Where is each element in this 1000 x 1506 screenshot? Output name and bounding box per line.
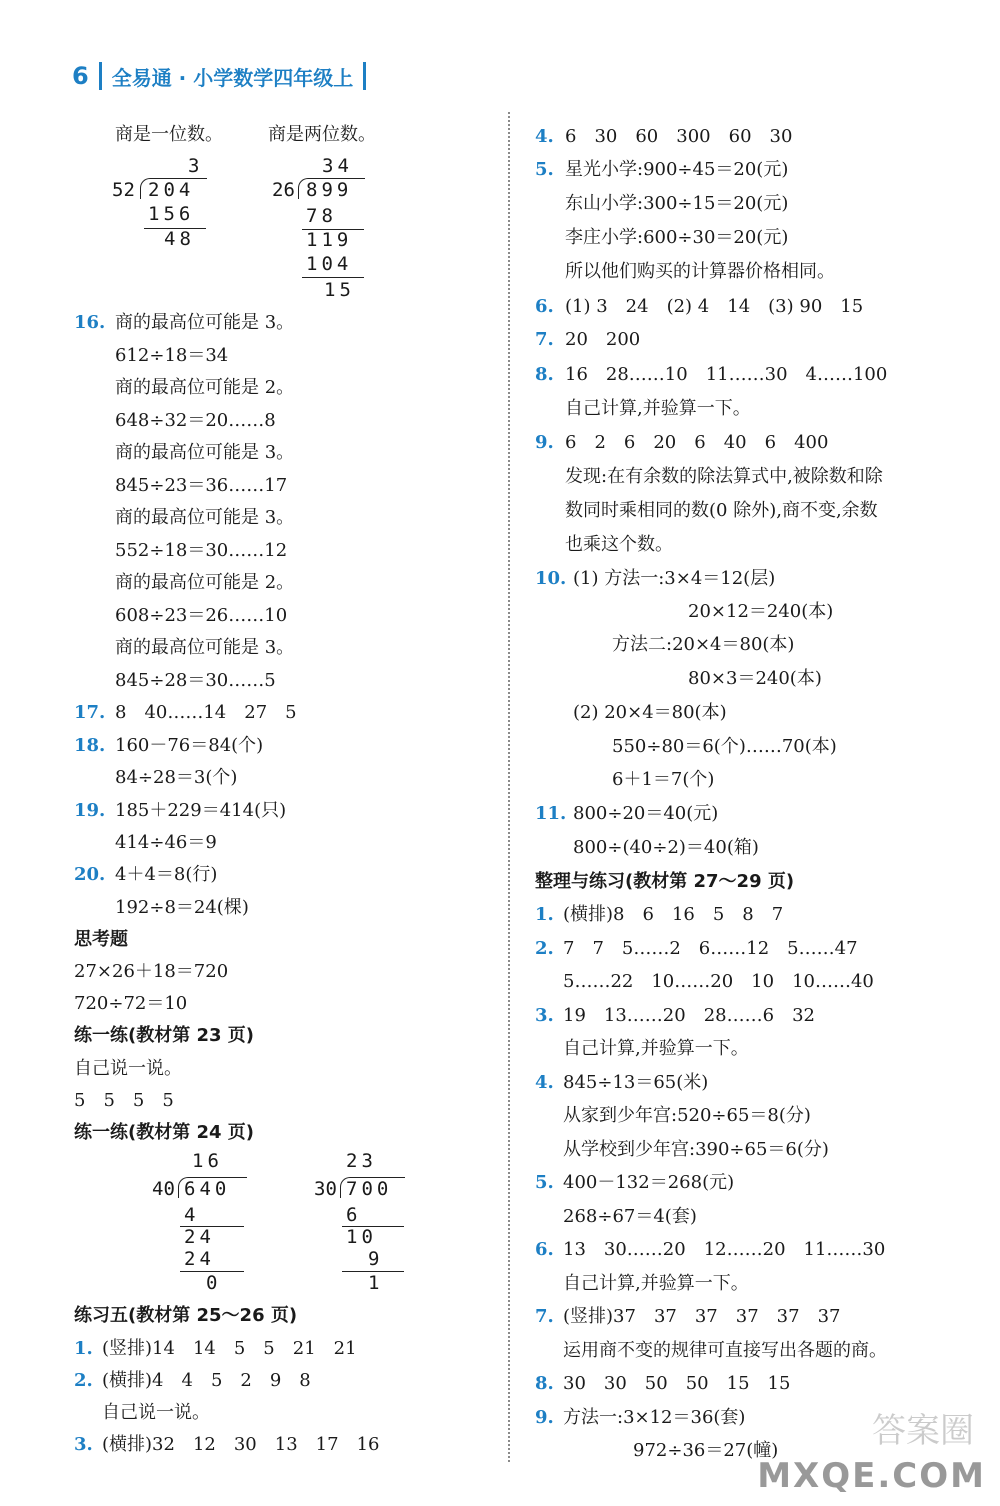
q5-line-2: 东山小学:300÷15＝20(元) <box>565 193 789 214</box>
div4-divisor: 30 <box>314 1178 337 1200</box>
q10-line-7: 6＋1＝7(个) <box>612 769 715 790</box>
review-r6-answer: 13 30……20 12……20 11……30 <box>563 1239 886 1260</box>
header-divider-end <box>363 62 366 90</box>
div4-middle: 10 <box>346 1226 377 1248</box>
q5-number: 5. <box>535 159 554 180</box>
q20-line-2: 192÷8＝24(棵) <box>115 897 249 918</box>
q18-line-2: 84÷28＝3(个) <box>115 767 238 788</box>
ex5-q3-number: 3. <box>74 1434 93 1455</box>
review-r4-answer: 845÷13＝65(米) <box>563 1071 709 1093</box>
q16-line: 商的最高位可能是 3。 <box>115 442 295 463</box>
div3-divisor: 40 <box>152 1178 175 1200</box>
div4-subtract-1: 6 <box>346 1204 362 1226</box>
ex5-q2-number: 2. <box>74 1370 93 1391</box>
column-divider <box>508 112 510 1462</box>
review-title: 整理与练习(教材第 27～29 页) <box>535 871 795 892</box>
q16-line: 608÷23＝26……10 <box>115 604 288 626</box>
review-r4-l3: 从学校到少年宫:390÷65＝6(分) <box>563 1138 829 1160</box>
intro-one-digit: 商是一位数。 <box>115 124 223 145</box>
review-r4-number: 4. <box>535 1071 554 1093</box>
q17-answer: 8 40……14 27 5 <box>115 702 297 723</box>
q19-line-1: 185＋229＝414(只) <box>115 800 287 821</box>
ex5-q1-number: 1. <box>74 1338 93 1359</box>
q16-line: 商的最高位可能是 3。 <box>115 312 295 333</box>
q8-number: 8. <box>535 364 554 385</box>
div2-quotient: 34 <box>322 155 353 177</box>
q6-answer: (1) 3 24 (2) 4 14 (3) 90 15 <box>565 296 864 317</box>
review-r3-answer: 19 13……20 28……6 32 <box>563 1004 815 1026</box>
div2-subtract-1: 78 <box>306 205 337 227</box>
p23-line-2: 5 5 5 5 <box>74 1090 174 1111</box>
review-r9-number: 9. <box>535 1406 554 1428</box>
q10-number: 10. <box>535 568 567 589</box>
q6-number: 6. <box>535 296 554 317</box>
long-division-3 <box>150 1150 260 1300</box>
q11-line-1: 800÷20＝40(元) <box>573 803 719 824</box>
q17-number: 17. <box>74 702 106 723</box>
q8-line-2: 自己计算,并验算一下。 <box>565 398 751 419</box>
q16-line: 商的最高位可能是 3。 <box>115 637 295 658</box>
q19-number: 19. <box>74 800 106 821</box>
q9-answer: 6 2 6 20 6 40 6 400 <box>565 432 829 453</box>
think-line-2: 720÷72＝10 <box>74 993 188 1014</box>
review-r1-number: 1. <box>535 904 554 925</box>
div3-dividend: 640 <box>184 1178 231 1200</box>
div1-dividend: 204 <box>148 179 195 201</box>
q16-line: 商的最高位可能是 2。 <box>115 572 295 593</box>
book-title: 全易通 · 小学数学四年级上 <box>111 65 354 90</box>
div1-remainder: 48 <box>164 228 195 250</box>
q16-line: 845÷28＝30……5 <box>115 669 276 691</box>
q16-line: 552÷18＝30……12 <box>115 539 288 561</box>
div3-subtract-2: 24 <box>184 1248 215 1270</box>
q19-line-2: 414÷46＝9 <box>115 832 217 853</box>
watermark-logo: 答案圈 <box>872 1411 974 1451</box>
div2-middle: 119 <box>306 229 353 251</box>
review-r2-number: 2. <box>535 937 554 959</box>
q10-line-1: (1) 方法一:3×4＝12(层) <box>573 568 776 589</box>
review-r7-answer: (竖排)37 37 37 37 37 37 <box>563 1306 841 1327</box>
q16-line: 612÷18＝34 <box>115 344 229 366</box>
header-divider <box>99 62 102 90</box>
div3-remainder: 0 <box>206 1272 222 1294</box>
q16-line: 845÷23＝36……17 <box>115 474 288 496</box>
q5-line-4: 所以他们购买的计算器价格相同。 <box>565 261 835 282</box>
q7-number: 7. <box>535 329 554 350</box>
div4-subtract-2: 9 <box>368 1248 384 1270</box>
q5-line-3: 李庄小学:600÷30＝20(元) <box>565 227 789 248</box>
q10-line-4: 80×3＝240(本) <box>688 668 822 689</box>
review-r2-answer: 7 7 5……2 6……12 5……47 <box>563 937 858 959</box>
q10-line-2: 20×12＝240(本) <box>688 601 834 622</box>
q9-number: 9. <box>535 432 554 453</box>
q9-line-3: 数同时乘相同的数(0 除外),商不变,余数 <box>565 500 878 521</box>
div4-remainder: 1 <box>368 1272 384 1294</box>
think-title: 思考题 <box>74 929 128 950</box>
q4-answer: 6 30 60 300 60 30 <box>565 126 793 147</box>
div4-quotient: 23 <box>346 1150 377 1172</box>
div2-divisor: 26 <box>272 179 295 201</box>
q5-line-1: 星光小学:900÷45＝20(元) <box>565 159 789 180</box>
div1-quotient: 3 <box>188 155 204 177</box>
intro-two-digit: 商是两位数。 <box>268 124 376 145</box>
ex5-q2-line-2: 自己说一说。 <box>102 1402 210 1423</box>
q10-line-5: (2) 20×4＝80(本) <box>573 702 727 723</box>
long-division-1 <box>110 155 220 255</box>
review-r3-l2: 自己计算,并验算一下。 <box>563 1038 749 1059</box>
q18-number: 18. <box>74 735 106 756</box>
div2-rule-2 <box>302 277 364 278</box>
div2-remainder: 15 <box>324 279 355 301</box>
q10-line-6: 550÷80＝6(个)……70(本) <box>612 736 837 757</box>
review-r4-l2: 从家到少年宫:520÷65＝8(分) <box>563 1105 811 1126</box>
ex5-q2-answer: (横排)4 4 5 2 9 8 <box>102 1370 311 1391</box>
long-division-2 <box>268 155 378 305</box>
review-r7-l2: 运用商不变的规律可直接写出各题的商。 <box>563 1339 887 1361</box>
q11-number: 11. <box>535 803 567 824</box>
review-r8-number: 8. <box>535 1373 554 1394</box>
q7-answer: 20 200 <box>565 329 641 350</box>
q9-line-2: 发现:在有余数的除法算式中,被除数和除 <box>565 466 883 487</box>
q18-line-1: 160－76＝84(个) <box>115 735 264 756</box>
page-header <box>72 58 366 94</box>
p24-title: 练一练(教材第 24 页) <box>74 1122 255 1143</box>
q8-answer: 16 28……10 11……30 4……100 <box>565 364 888 385</box>
p23-line-1: 自己说一说。 <box>74 1058 182 1079</box>
review-r5-number: 5. <box>535 1172 554 1193</box>
review-r5-l2: 268÷67＝4(套) <box>563 1205 697 1227</box>
q10-line-3: 方法二:20×4＝80(本) <box>612 634 795 655</box>
q16-line: 商的最高位可能是 2。 <box>115 377 295 398</box>
ex5-q3-answer: (横排)32 12 30 13 17 16 <box>102 1434 380 1455</box>
q16-line: 648÷32＝20……8 <box>115 409 276 431</box>
div2-dividend: 899 <box>306 179 353 201</box>
div3-subtract-1: 4 <box>184 1204 200 1226</box>
q16-line: 商的最高位可能是 3。 <box>115 507 295 528</box>
q20-number: 20. <box>74 864 106 885</box>
review-r6-l2: 自己计算,并验算一下。 <box>563 1272 749 1294</box>
think-line-1: 27×26＋18＝720 <box>74 961 229 982</box>
ex5-title: 练习五(教材第 25～26 页) <box>74 1305 298 1326</box>
review-r3-number: 3. <box>535 1004 554 1026</box>
review-r2-l2: 5……22 10……20 10 10……40 <box>563 971 874 992</box>
div1-divisor: 52 <box>112 179 135 201</box>
div2-subtract-2: 104 <box>306 253 353 275</box>
div3-middle: 24 <box>184 1226 215 1248</box>
q11-line-2: 800÷(40÷2)＝40(箱) <box>573 837 759 858</box>
review-r9-answer: 方法一:3×12＝36(套) <box>563 1406 746 1428</box>
review-r8-answer: 30 30 50 50 15 15 <box>563 1373 791 1394</box>
review-r7-number: 7. <box>535 1306 554 1327</box>
watermark: MXQE.COM <box>757 1456 986 1496</box>
div1-subtract: 156 <box>148 203 195 225</box>
q4-number: 4. <box>535 126 554 147</box>
q20-line-1: 4＋4＝8(行) <box>115 864 218 885</box>
review-r5-answer: 400－132＝268(元) <box>563 1172 735 1193</box>
q9-line-4: 也乘这个数。 <box>565 534 673 555</box>
review-r1-answer: (横排)8 6 16 5 8 7 <box>563 904 784 925</box>
p23-title: 练一练(教材第 23 页) <box>74 1025 255 1046</box>
div3-quotient: 16 <box>192 1150 223 1172</box>
review-r6-number: 6. <box>535 1239 554 1260</box>
page-number: 6 <box>72 62 89 90</box>
q16-number: 16. <box>74 312 106 333</box>
ex5-q1-answer: (竖排)14 14 5 5 21 21 <box>102 1338 357 1359</box>
long-division-4 <box>312 1150 422 1300</box>
div4-dividend: 700 <box>346 1178 393 1200</box>
review-r9-l2: 972÷36＝27(幢) <box>633 1440 779 1461</box>
